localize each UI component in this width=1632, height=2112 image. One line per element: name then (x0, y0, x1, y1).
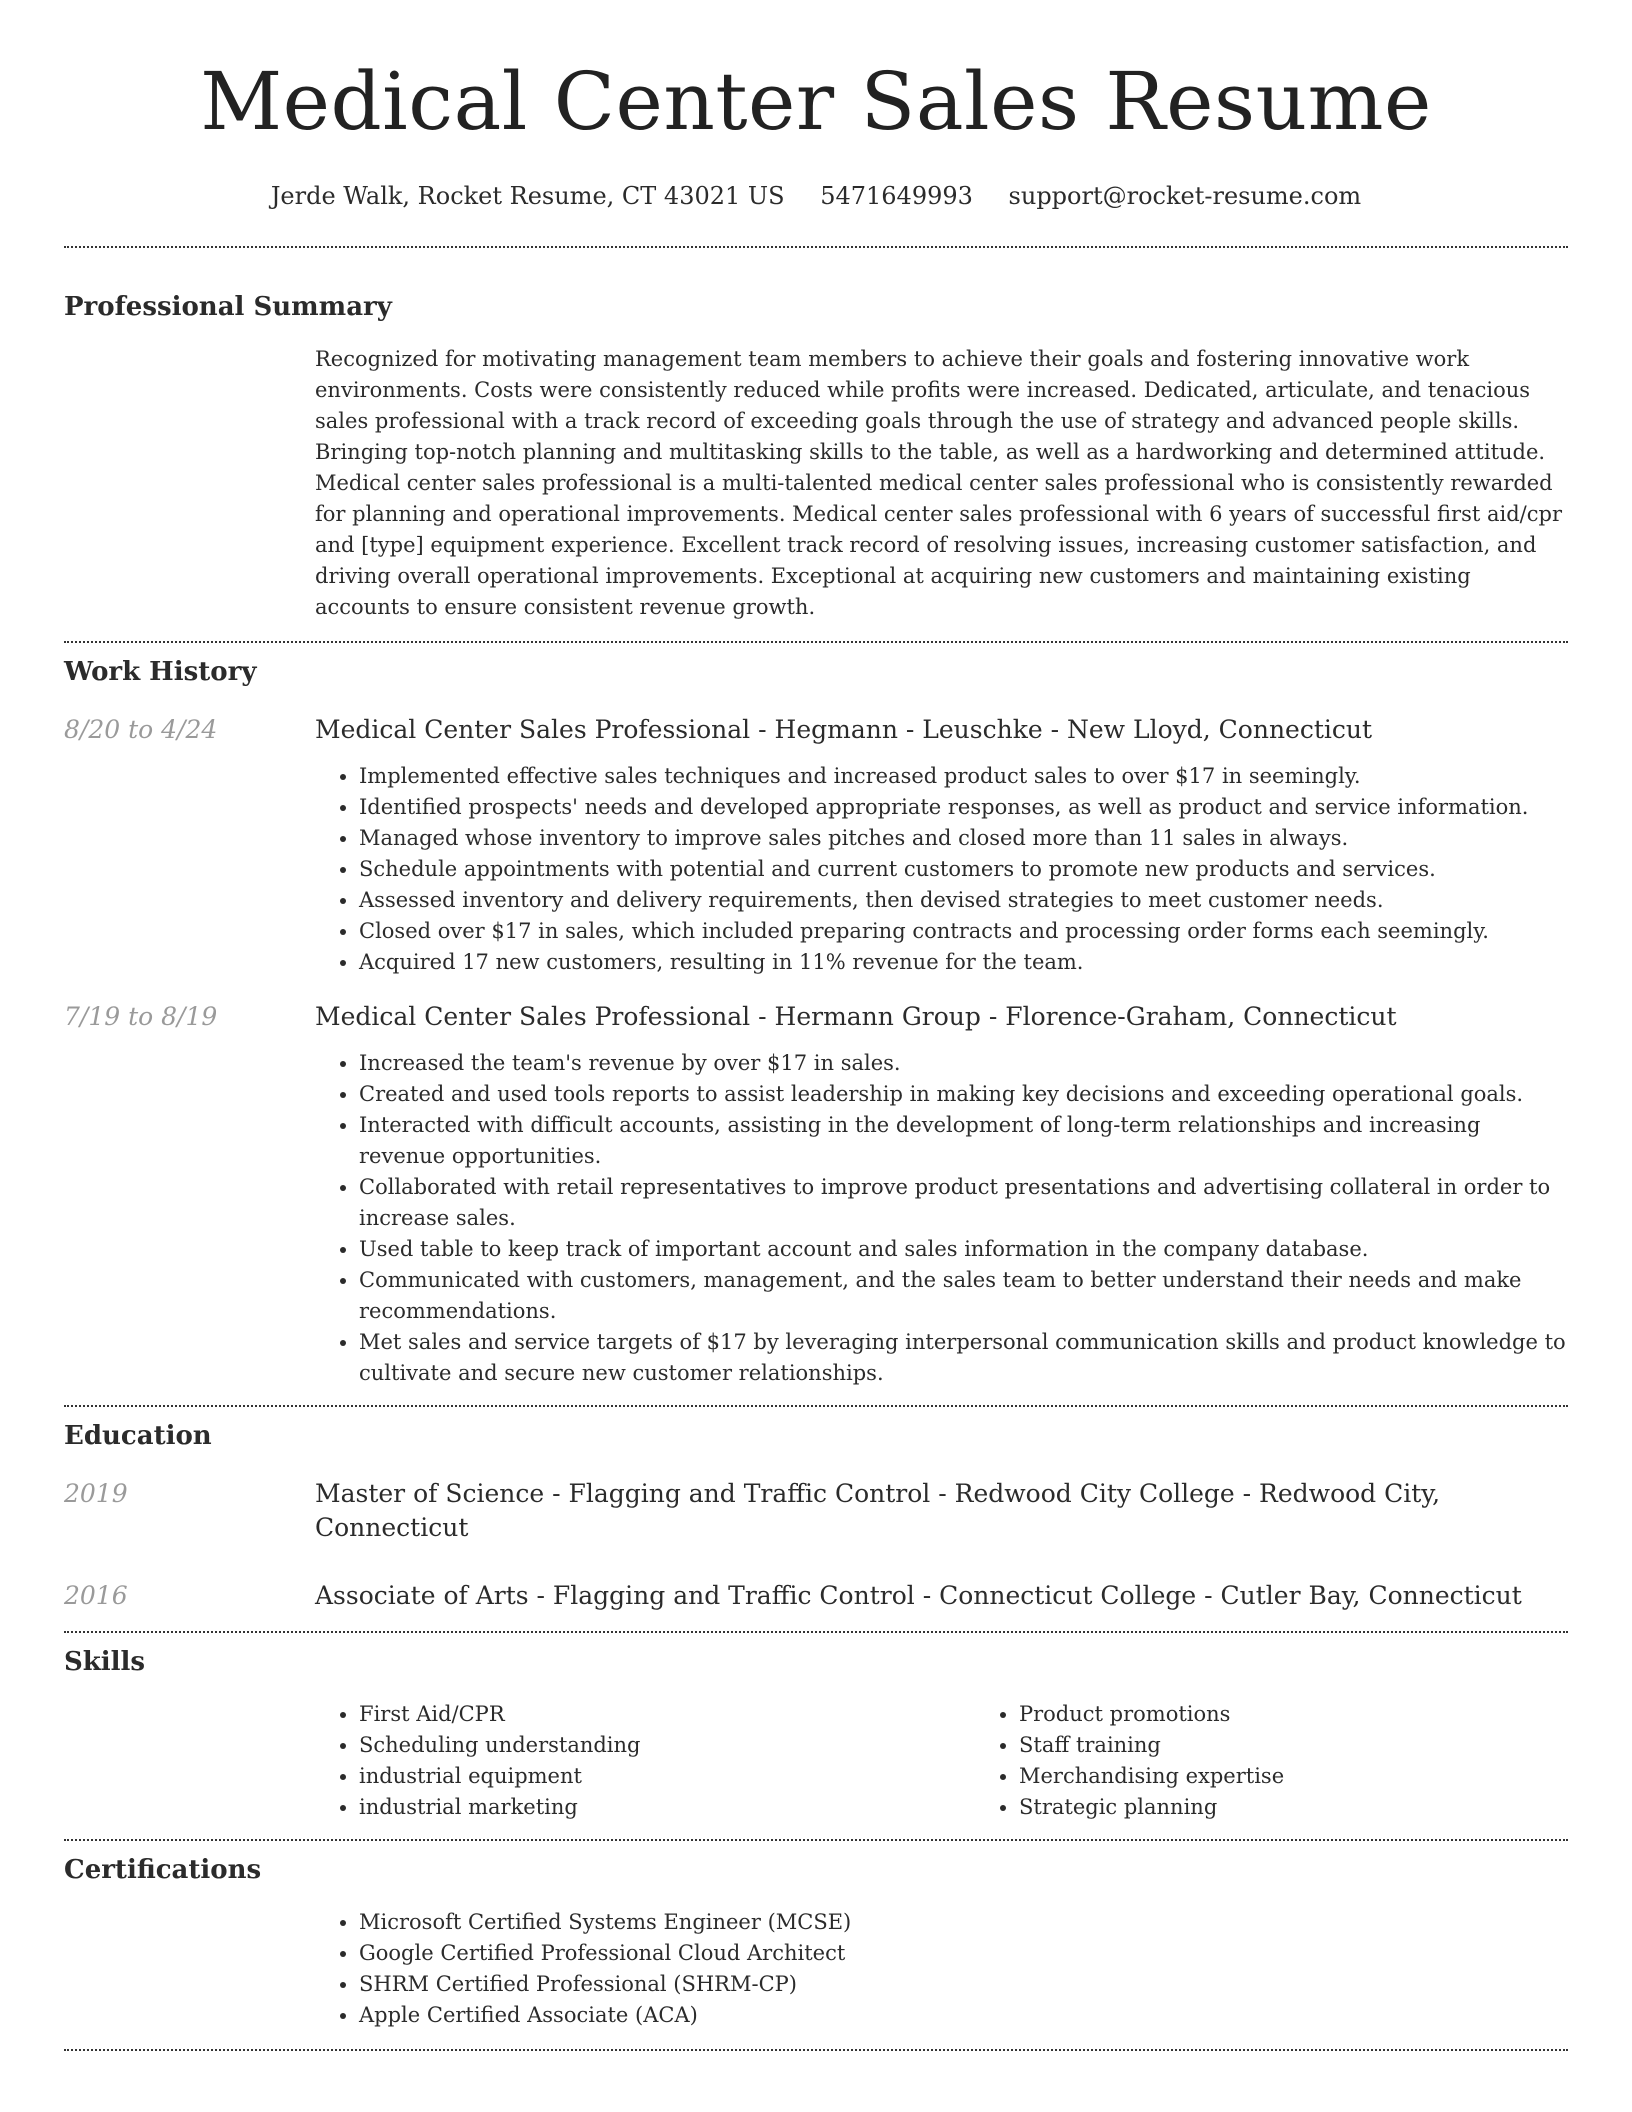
contact-line (64, 180, 1568, 212)
job-title: Medical Center Sales Professional - Hegmann - Leuschke - New Lloyd, Connecticut (315, 715, 1373, 744)
list-item: • Interacted with difficult accounts, assisting in the development of long-term relationships and increasing revenue opportunities. (359, 1110, 1568, 1172)
list-item: • Microsoft Certified Systems Engineer (MCSE) (359, 1907, 1568, 1938)
certifications-list (315, 1907, 1568, 2031)
job-dates: 8/20 to 4/24 (64, 715, 218, 744)
list-item: • Identified prospects' needs and developed appropriate responses, as well as product and service information. (359, 792, 1568, 823)
list-item: • SHRM Certified Professional (SHRM-CP) (359, 1969, 1568, 2000)
work-history-section (64, 655, 1568, 1389)
education-degree: Master of Science - Flagging and Traffic Control - Redwood City College - Redwood City, Connecticut (315, 1479, 1441, 1542)
list-item: • Communicated with customers, management, and the sales team to better understand their needs and make recommendations. (359, 1265, 1568, 1327)
list-item: • Product promotions (1019, 1699, 1632, 1730)
section-heading-skills: Skills (64, 1647, 146, 1677)
list-item: • industrial marketing (359, 1792, 975, 1823)
divider (64, 1405, 1568, 1407)
list-item: • Closed over $17 in sales, which included preparing contracts and processing order forms each seemingly. (359, 916, 1568, 947)
page-title: Medical Center Sales Resume (200, 55, 1432, 148)
divider (64, 246, 1568, 248)
job-title: Medical Center Sales Professional - Hermann Group - Florence-Graham, Connecticut (315, 1002, 1397, 1031)
education-year: 2019 (64, 1479, 128, 1508)
education-year: 2016 (64, 1581, 128, 1610)
list-item: • industrial equipment (359, 1761, 975, 1792)
list-item: • Met sales and service targets of $17 by leveraging interpersonal communication skills and product knowledge to cultivate and secure new customer relationships. (359, 1327, 1568, 1389)
list-item: • Staff training (1019, 1730, 1632, 1761)
section-heading-work: Work History (64, 657, 257, 687)
section-heading-certifications: Certifications (64, 1855, 262, 1885)
job-bullets (315, 1048, 1568, 1389)
summary-section (64, 290, 1568, 623)
list-item: • Created and used tools reports to assist leadership in making key decisions and exceeding operational goals. (359, 1079, 1568, 1110)
job-bullets (315, 761, 1568, 978)
summary-text: Recognized for motivating management team members to achieve their goals and fostering innovative work environments. Costs were consistently reduced while profits were increased. Dedicated, articulate, and tenacious sales professional with a track record of exceeding goals through the use of strategy and advanced people skills. Bringing top-notch planning and multitasking skills to the table, as well as a hardworking and determined attitude. Medical center sales professional is a multi-talented medical center sales professional who is consistently rewarded for planning and operational improvements. Medical center sales professional with 6 years of successful first aid/cpr and [type] equipment experience. Excellent track record of resolving issues, increasing customer satisfaction, and driving overall operational improvements. Exceptional at acquiring new customers and maintaining existing accounts to ensure consistent revenue growth. (315, 347, 1562, 619)
divider (64, 1839, 1568, 1841)
certifications-section (64, 1853, 1568, 2031)
divider (64, 1631, 1568, 1633)
list-item: • First Aid/CPR (359, 1699, 975, 1730)
list-item: • Acquired 17 new customers, resulting in 11% revenue for the team. (359, 947, 1568, 978)
skills-section (64, 1645, 1568, 1823)
skills-list-left (315, 1699, 975, 1823)
list-item: • Apple Certified Associate (ACA) (359, 2000, 1568, 2031)
list-item: • Google Certified Professional Cloud Architect (359, 1938, 1568, 1969)
list-item: • Increased the team's revenue by over $17 in sales. (359, 1048, 1568, 1079)
job-dates: 7/19 to 8/19 (64, 1002, 218, 1031)
list-item: • Collaborated with retail representatives to improve product presentations and advertising collateral in order to increase sales. (359, 1172, 1568, 1234)
list-item: • Used table to keep track of important account and sales information in the company database. (359, 1234, 1568, 1265)
list-item: • Implemented effective sales techniques and increased product sales to over $17 in seemingly. (359, 761, 1568, 792)
list-item: • Scheduling understanding (359, 1730, 975, 1761)
divider (64, 641, 1568, 643)
education-section (64, 1419, 1568, 1613)
section-heading-summary: Professional Summary (64, 292, 392, 322)
list-item: • Schedule appointments with potential and current customers to promote new products and services. (359, 854, 1568, 885)
list-item: • Assessed inventory and delivery requirements, then devised strategies to meet customer needs. (359, 885, 1568, 916)
list-item: • Merchandising expertise (1019, 1761, 1632, 1792)
list-item: • Managed whose inventory to improve sales pitches and closed more than 11 sales in always. (359, 823, 1568, 854)
section-heading-education: Education (64, 1421, 212, 1451)
job-entry (64, 1000, 1568, 1389)
contact-phone: 5471649993 (820, 182, 973, 210)
contact-address: Jerde Walk, Rocket Resume, CT 43021 US (270, 182, 785, 210)
contact-email: support@rocket-resume.com (1008, 182, 1362, 210)
education-entry (64, 1477, 1568, 1545)
skills-list-right (975, 1699, 1632, 1823)
list-item: • Strategic planning (1019, 1792, 1632, 1823)
job-entry (64, 713, 1568, 978)
education-entry (64, 1579, 1568, 1613)
education-degree: Associate of Arts - Flagging and Traffic Control - Connecticut College - Cutler Bay, Connecticut (315, 1581, 1522, 1610)
divider (64, 2049, 1568, 2051)
